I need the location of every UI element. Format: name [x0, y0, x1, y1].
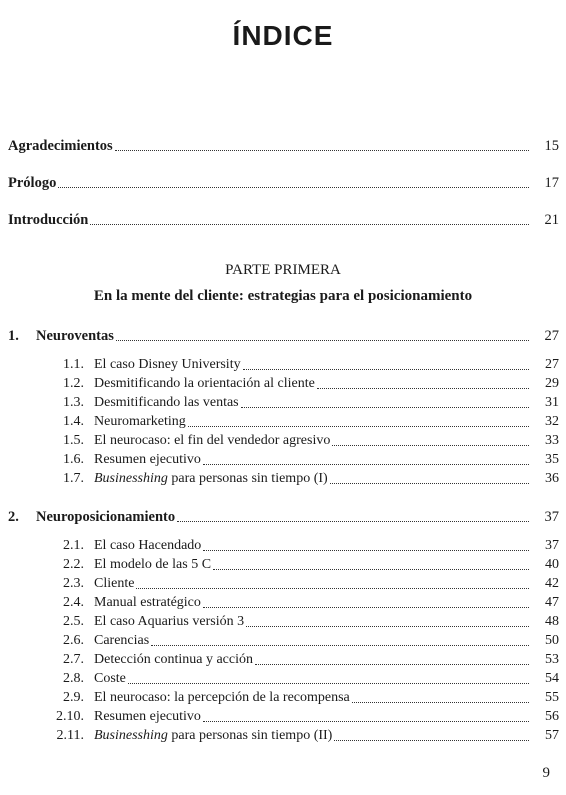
- section-title: El modelo de las 5 C: [94, 557, 212, 572]
- leader-dots: [203, 464, 529, 465]
- toc-chapter-1[interactable]: [8, 326, 559, 346]
- chapter-page: 37: [544, 509, 559, 525]
- section-title: Desmitificando las ventas: [94, 395, 239, 410]
- section-number: 1.6.: [63, 452, 84, 467]
- section-page: 42: [545, 576, 559, 591]
- leader-dots: [128, 683, 529, 684]
- toc-section-1-5[interactable]: [44, 431, 559, 451]
- section-title: El caso Disney University: [94, 357, 241, 372]
- toc-section-1-3[interactable]: [44, 393, 559, 413]
- chapter-page: 27: [544, 328, 559, 344]
- part-heading: PARTE PRIMERA: [225, 262, 341, 278]
- section-title-italic: Businesshing: [94, 471, 168, 486]
- section-title: Coste: [94, 671, 126, 686]
- section-number: 2.10.: [56, 709, 84, 724]
- leader-dots: [330, 483, 529, 484]
- section-title: [94, 469, 328, 489]
- section-page: 55: [545, 690, 559, 705]
- section-title: El caso Hacendado: [94, 538, 202, 553]
- entry-title: Prólogo: [8, 175, 57, 191]
- leader-dots: [151, 645, 529, 646]
- entry-page: 15: [544, 138, 559, 154]
- section-number: 2.7.: [63, 652, 84, 667]
- section-number: 1.3.: [63, 395, 84, 410]
- toc-section-1-2[interactable]: [44, 374, 559, 394]
- section-number: 1.7.: [63, 471, 84, 486]
- section-page: 27: [545, 357, 559, 372]
- leader-dots: [317, 388, 529, 389]
- section-page: 47: [545, 595, 559, 610]
- section-number: 2.2.: [63, 557, 84, 572]
- toc-entry-introduccion[interactable]: [8, 210, 559, 230]
- entry-title: Agradecimientos: [8, 138, 113, 154]
- toc-section-2-3[interactable]: [44, 574, 559, 594]
- section-number: 2.9.: [63, 690, 84, 705]
- section-page: 56: [545, 709, 559, 724]
- section-number: 2.8.: [63, 671, 84, 686]
- section-title: El caso Aquarius versión 3: [94, 614, 245, 629]
- toc-section-2-10[interactable]: [44, 707, 559, 727]
- section-title: Carencias: [94, 633, 150, 648]
- section-number: 2.1.: [63, 538, 84, 553]
- leader-dots: [241, 407, 529, 408]
- leader-dots: [352, 702, 529, 703]
- toc-section-2-5[interactable]: [44, 612, 559, 632]
- leader-dots: [90, 224, 529, 225]
- section-page: 53: [545, 652, 559, 667]
- section-page: 54: [545, 671, 559, 686]
- toc-chapter-2[interactable]: [8, 507, 559, 527]
- toc-section-2-4[interactable]: [44, 593, 559, 613]
- toc-section-1-7[interactable]: [44, 469, 559, 489]
- folio-page-number: 9: [542, 765, 550, 781]
- leader-dots: [255, 664, 529, 665]
- section-page: 31: [545, 395, 559, 410]
- entry-page: 21: [544, 212, 559, 228]
- section-number: 2.3.: [63, 576, 84, 591]
- section-page: 50: [545, 633, 559, 648]
- section-title: Neuromarketing: [94, 414, 186, 429]
- section-number: 2.5.: [63, 614, 84, 629]
- section-title: Cliente: [94, 576, 135, 591]
- leader-dots: [246, 626, 529, 627]
- section-number: 1.2.: [63, 376, 84, 391]
- page-title: ÍNDICE: [232, 20, 334, 51]
- section-number: 2.11.: [56, 728, 84, 743]
- leader-dots: [115, 150, 529, 151]
- toc-entry-prologo[interactable]: [8, 173, 559, 193]
- section-page: 48: [545, 614, 559, 629]
- toc-section-1-4[interactable]: [44, 412, 559, 432]
- section-title-italic: Businesshing: [94, 728, 168, 743]
- leader-dots: [203, 607, 529, 608]
- section-title-rest: para personas sin tiempo (I): [167, 471, 328, 486]
- leader-dots: [334, 740, 529, 741]
- section-page: 36: [545, 471, 559, 486]
- section-number: 1.4.: [63, 414, 84, 429]
- toc-section-2-9[interactable]: [44, 688, 559, 708]
- leader-dots: [332, 445, 529, 446]
- section-page: 40: [545, 557, 559, 572]
- leader-dots: [243, 369, 529, 370]
- section-title: Resumen ejecutivo: [94, 709, 201, 724]
- toc-entry-agradecimientos[interactable]: [8, 136, 559, 156]
- section-title: Manual estratégico: [94, 595, 201, 610]
- leader-dots: [58, 187, 529, 188]
- leader-dots: [177, 521, 529, 522]
- leader-dots: [203, 721, 529, 722]
- section-title: El neurocaso: la percepción de la recompensa: [94, 690, 350, 705]
- section-page: 35: [545, 452, 559, 467]
- section-page: 37: [545, 538, 559, 553]
- section-title-rest: para personas sin tiempo (II): [167, 728, 333, 743]
- section-title: El neurocaso: el fin del vendedor agresivo: [94, 433, 331, 448]
- section-number: 1.5.: [63, 433, 84, 448]
- entry-page: 17: [544, 175, 559, 191]
- leader-dots: [213, 569, 529, 570]
- entry-title: Introducción: [8, 212, 89, 228]
- leader-dots: [203, 550, 529, 551]
- section-page: 32: [545, 414, 559, 429]
- chapter-number: 2.: [8, 509, 19, 525]
- toc-section-2-8[interactable]: [44, 669, 559, 689]
- toc-section-2-7[interactable]: [44, 650, 559, 670]
- leader-dots: [116, 340, 529, 341]
- section-title: Desmitificando la orientación al cliente: [94, 376, 315, 391]
- part-subtitle: En la mente del cliente: estrategias para el posicionamiento: [93, 288, 473, 304]
- section-number: 2.6.: [63, 633, 84, 648]
- section-title: Resumen ejecutivo: [94, 452, 201, 467]
- leader-dots: [136, 588, 529, 589]
- section-number: 2.4.: [63, 595, 84, 610]
- toc-section-2-6[interactable]: [44, 631, 559, 651]
- chapter-title: Neuroposicionamiento: [36, 509, 176, 525]
- toc-section-2-2[interactable]: [44, 555, 559, 575]
- toc-section-2-1[interactable]: [44, 536, 559, 556]
- section-title: [94, 726, 332, 746]
- section-page: 57: [545, 728, 559, 743]
- toc-section-1-1[interactable]: [44, 355, 559, 375]
- section-page: 29: [545, 376, 559, 391]
- section-number: 1.1.: [63, 357, 84, 372]
- section-title: Detección continua y acción: [94, 652, 253, 667]
- section-page: 33: [545, 433, 559, 448]
- chapter-number: 1.: [8, 328, 19, 344]
- toc-section-2-11[interactable]: [44, 726, 559, 746]
- toc-section-1-6[interactable]: [44, 450, 559, 470]
- leader-dots: [188, 426, 529, 427]
- chapter-title: Neuroventas: [36, 328, 114, 344]
